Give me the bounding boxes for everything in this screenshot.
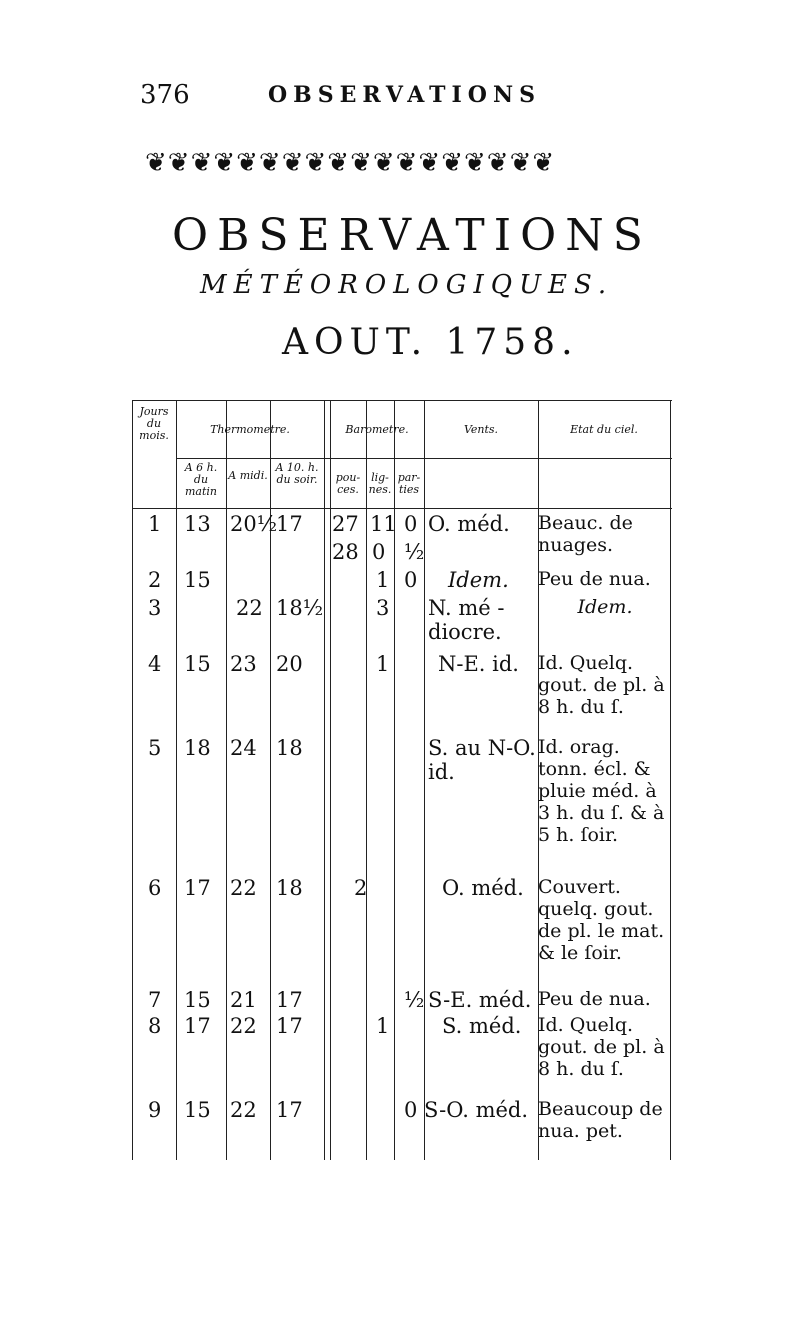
- col-pouces: pou-ces.: [335, 471, 361, 496]
- col-6h: A 6 h. du matin: [184, 461, 218, 498]
- col-thermometre: Thermometre.: [210, 423, 290, 436]
- running-title: OBSERVATIONS: [268, 82, 541, 108]
- col-vents: Vents.: [463, 423, 499, 436]
- page-number: 376: [140, 80, 190, 110]
- page-subtitle: MÉTÉOROLOGIQUES.: [200, 270, 614, 300]
- col-lignes: lig-nes.: [368, 471, 392, 496]
- col-parties: par-ties: [397, 471, 421, 496]
- page-title: OBSERVATIONS: [172, 210, 652, 261]
- page-date: AOUT. 1758.: [282, 322, 579, 363]
- col-10h: A 10. h. du soir.: [275, 461, 319, 486]
- col-etat: Etat du ciel.: [570, 423, 638, 436]
- col-midi: A midi.: [228, 469, 268, 482]
- col-barometre: Barometre.: [345, 423, 409, 436]
- ornament-band: ❦❦❦❦❦❦❦❦❦❦❦❦❦❦❦❦❦❦: [145, 148, 556, 178]
- col-jours: Jours du mois.: [139, 405, 169, 442]
- weather-table: Jours du mois. Thermometre. Barometre. Vents. Etat du ciel. A 6 h. du matin A midi. A 10. h. du soir. pou-ces. lig-nes. par-ties 1 13 20½ 17 27 11 0 O. méd. Beauc. de nuages. 28 0 ½ 2 15 1 0 Idem. Peu de nua. 3 22 18½ 3 N. mé - diocre. Idem. 4 15 23 20 1 N-E. id. Id. Quelq. gout. de pl. à 8 h. du ſ. 5 18 24 18 S. au N-O. id. Id. orag. tonn. écl. & pluie méd. à 3 h. du ſ. & à 5 h. ſoir. 6 17 22 18 2 O. méd. Couvert. quelq. gout. de pl. le mat. & le ſoir. 7 15 21 17 ½ S-E. méd. Peu de nua. 8 17 22 17 1 S. méd. Id. Quelq. gout. de pl. à 8 h. du ſ. 9 15 22 17 0 S-O. méd. Beaucoup de nua. pet.: [132, 400, 672, 1160]
